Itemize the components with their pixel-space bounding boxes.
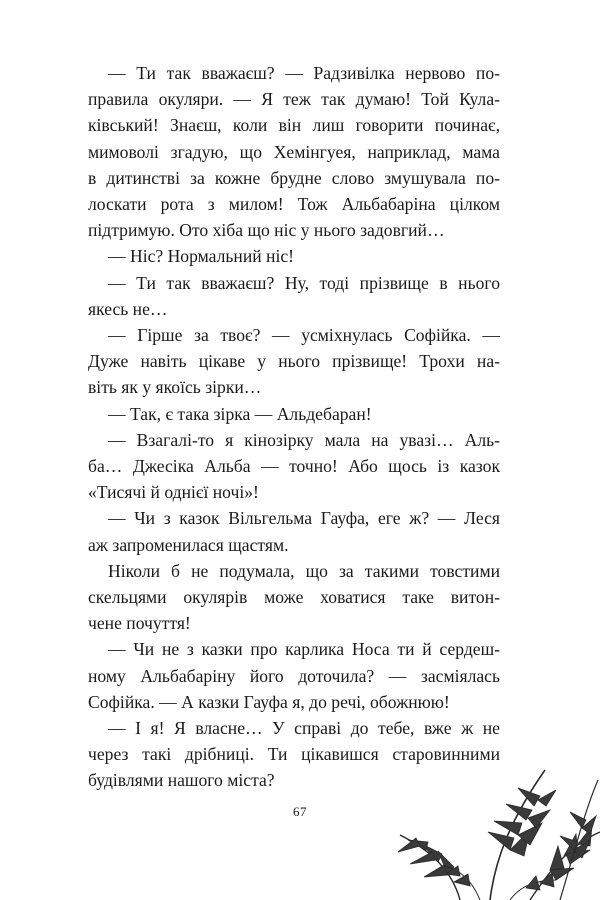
- page-number: 67: [293, 804, 307, 819]
- text-line: «Тисячі й однієї ночі»!: [88, 482, 259, 503]
- paragraph: [88, 322, 500, 401]
- text-line: аж запроменилася щастям.: [88, 534, 289, 555]
- paragraph: [88, 558, 500, 637]
- paragraph: [88, 270, 500, 322]
- text-line: — Чи не з казки про карлика Носа ти й сердеш-: [108, 639, 500, 660]
- text-line: — Ніс? Нормальний ніс!: [108, 246, 295, 267]
- text-line: — Ти так вважаєш? — Радзивілка нервово по-: [108, 63, 500, 83]
- text-line: Дуже навіть цікаве у нього прізвище! Трохи на-: [88, 351, 500, 372]
- paragraph: [88, 60, 500, 243]
- fern-leaves-icon: [360, 740, 600, 900]
- text-line: підтримую. Ото хіба що ніс у нього задовгий…: [88, 220, 445, 241]
- text-line: скельцями окулярів може ховатися таке витон-: [88, 587, 500, 608]
- text-line: — Взагалі-то я кінозірку мала на увазі… Аль-: [108, 429, 500, 450]
- text-line: ному Альбабаріну його доточила? — засміялась: [88, 665, 500, 686]
- text-line: ківський! Знаєш, коли він лиш говорити починає,: [88, 115, 500, 136]
- text-line: — Так, є така зірка — Альдебаран!: [108, 403, 372, 424]
- text-line: правила окуляри. — Я теж так думаю! Той Кула-: [88, 89, 500, 110]
- text-line: в дитинстві за кожне брудне слово змушувала по-: [88, 167, 500, 188]
- text-line: ба… Джесіка Альба — точно! Або щось із казок: [88, 456, 500, 477]
- text-line: мимоволі згадую, що Хемінгуея, наприклад, мама: [88, 141, 500, 162]
- text-line: — Ти так вважаєш? Ну, тоді прізвище в нього: [108, 272, 500, 293]
- paragraph: [88, 401, 500, 427]
- text-line: Ніколи б не подумала, що за такими товстими: [108, 560, 500, 581]
- text-line: Софійка. — А казки Гауфа я, до речі, обожнюю!: [88, 691, 450, 712]
- text-line: лоскати рота з милом! Тож Альбабаріна цілком: [88, 194, 500, 215]
- paragraph: [88, 505, 500, 557]
- paragraph: [88, 636, 500, 715]
- text-line: будівлями нашого міста?: [88, 770, 275, 791]
- text-line: віть як у якоїсь зірки…: [88, 377, 262, 398]
- text-line: через такі дрібниці. Ти цікавишся старовинними: [88, 744, 500, 765]
- text-line: — Гірше за твоє? — усміхнулась Софійка. —: [108, 325, 500, 346]
- paragraph: [88, 427, 500, 506]
- page-text: [88, 60, 500, 794]
- text-line: чене почуття!: [88, 613, 191, 634]
- text-line: якесь не…: [88, 298, 168, 319]
- text-line: — Чи з казок Вільгельма Гауфа, еге ж? — Леся: [108, 508, 500, 529]
- paragraph: [88, 243, 500, 269]
- text-line: — І я! Я власне… У справі до тебе, вже ж не: [108, 718, 500, 739]
